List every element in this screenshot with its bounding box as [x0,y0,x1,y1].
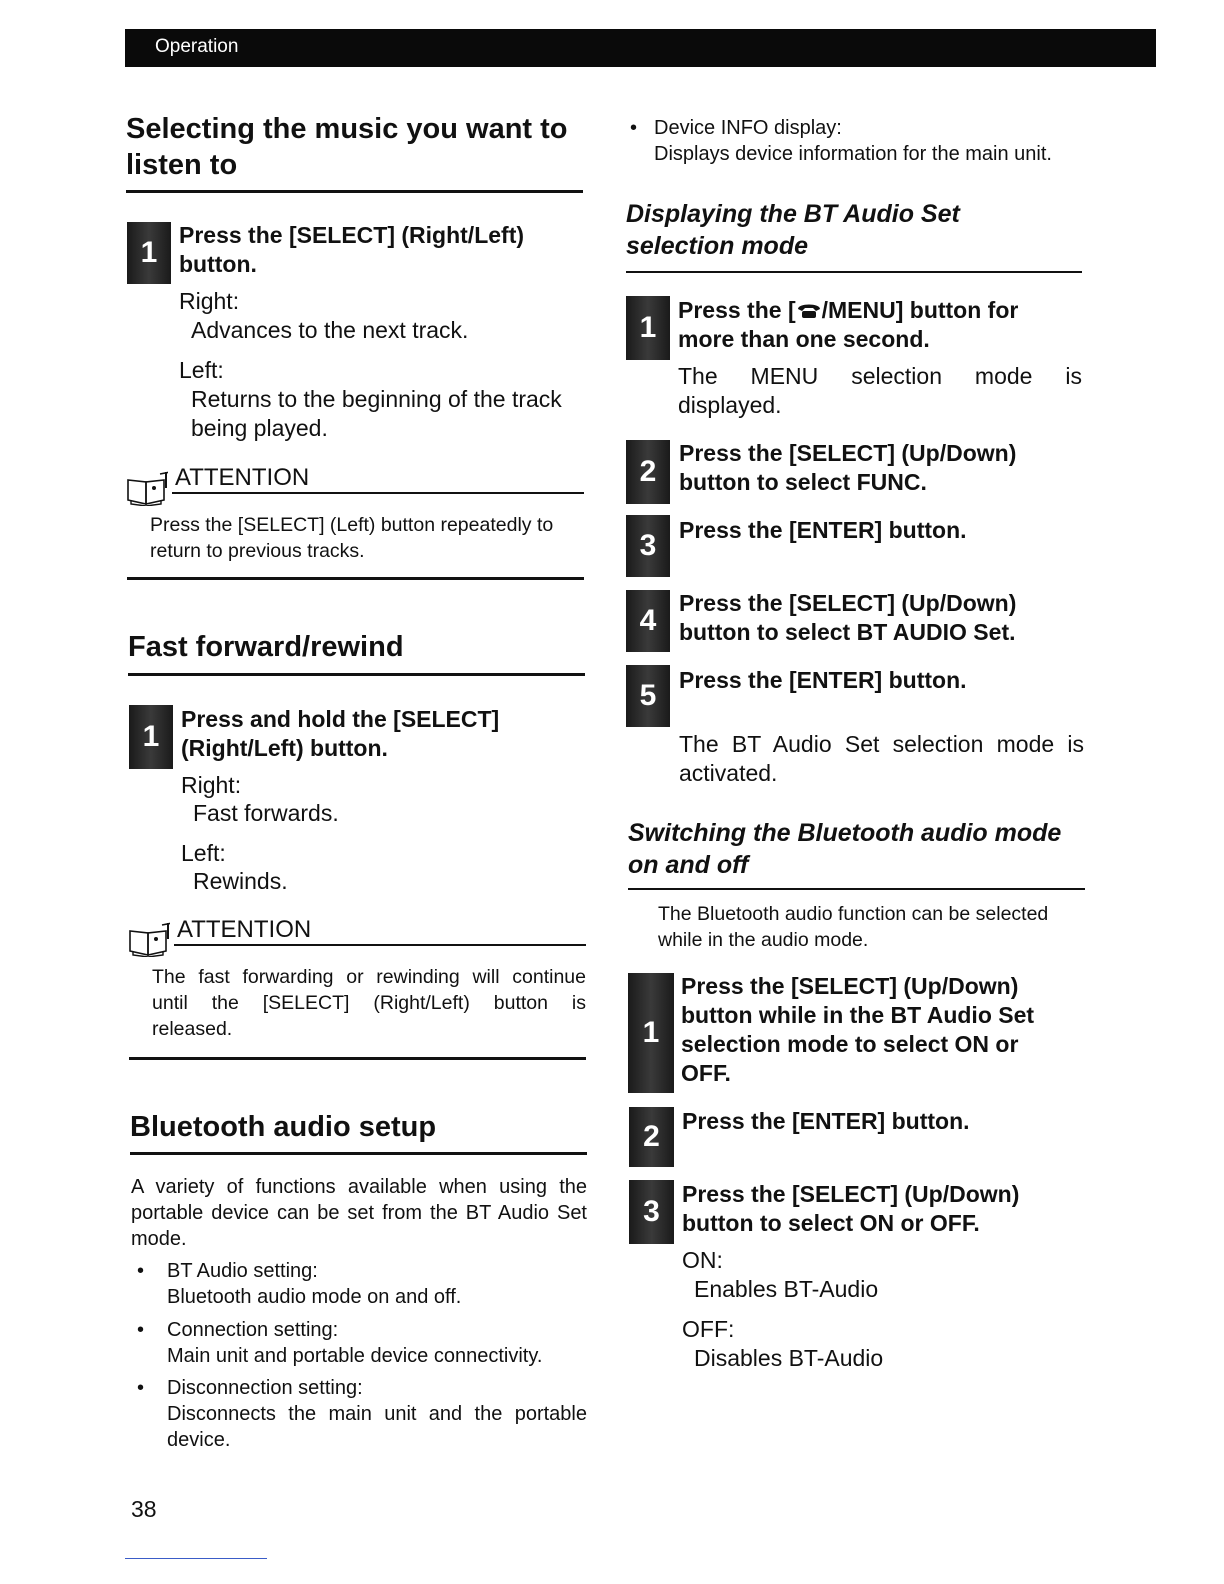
step-line-part: /MENU] button for [821,297,1019,323]
result-line: activated. [679,760,778,786]
intro-line: A variety of functions available when using the [131,1176,587,1198]
title-line: selection mode [626,232,808,260]
left-label: Left: [179,357,224,383]
note-line: The fast forwarding or rewinding will continue [152,966,586,988]
section-rule [130,1152,587,1155]
step-line: button to select ON or OFF. [682,1210,980,1236]
list-item-desc: Disconnects the main unit and the portable [167,1403,587,1425]
attention-heading: ATTENTION [177,916,312,943]
section-rule [628,888,1085,890]
step-instruction [179,221,524,279]
list-item-title: Device INFO display: [654,117,842,139]
note-line: until the [SELECT] (Right/Left) button is [152,992,586,1014]
step-line: Press the [SELECT] (Up/Down) [681,973,1019,999]
page-number: 38 [131,1496,157,1522]
step-number: 1 [140,236,158,269]
bullet-dot: • [137,1319,145,1341]
list-item-text [167,1258,461,1310]
right-label: Right: [181,772,242,798]
step-number: 1 [142,720,160,753]
result-line: The BT Audio Set selection mode is [679,731,1084,757]
header-bar [125,29,1156,67]
step-line: Press the [SELECT] (Right/Left) [179,222,525,248]
title-line: listen to [126,149,238,181]
attention-end-rule [127,577,584,580]
desc-line: being played. [191,415,328,441]
intro-line: mode. [131,1228,187,1250]
step-line: selection mode to select ON or [681,1031,1019,1057]
step-line: OFF. [681,1060,731,1086]
step-instruction [678,296,1018,354]
result-line: The MENU selection mode is [678,363,1082,389]
step-number: 1 [639,311,657,344]
list-item [137,1258,587,1310]
footer-rule [125,1558,267,1559]
list-item-text [167,1375,587,1453]
off-label: OFF: [682,1316,735,1342]
step-instruction [681,972,1034,1088]
step-number-badge [629,1107,674,1167]
intro-line: portable device can be set from the BT Audio Set [131,1202,587,1224]
right-description: Fast forwards. [193,800,339,826]
step-number: 2 [643,1120,660,1153]
section-rule [126,190,583,193]
step-instruction: Press the [ENTER] button. [679,667,967,693]
result-line: displayed. [678,392,782,418]
left-label: Left: [181,840,226,866]
title-line: Displaying the BT Audio Set [626,200,960,228]
list-item-desc: Displays device information for the main unit. [654,143,1052,165]
step-instruction [679,439,1016,497]
step-number: 3 [639,529,657,562]
on-description: Enables BT-Audio [694,1276,879,1302]
step-number-badge [127,222,171,284]
on-label: ON: [682,1247,723,1273]
list-item [137,1375,587,1453]
section-title-selecting-music [126,111,568,183]
attention-heading: ATTENTION [175,464,310,491]
step-number-badge [626,296,670,360]
attention-note [152,964,586,1042]
section-title-fast-forward: Fast forward/rewind [128,631,404,663]
step-number-badge [626,665,670,727]
attention-book-icon [128,921,170,957]
bullet-dot: • [630,117,638,139]
section-rule [128,673,585,676]
list-item-title: Disconnection setting: [167,1377,363,1399]
step-line-part: Press the [ [678,297,796,323]
step-number: 4 [639,604,657,637]
list-item-text [167,1317,542,1369]
step-number: 2 [639,455,657,488]
right-description: Advances to the next track. [191,317,469,343]
step-line: Press the [SELECT] (Up/Down) [679,440,1017,466]
list-item [137,1317,587,1369]
phone-icon [796,300,822,320]
right-label: Right: [179,288,240,314]
section-title-switching-bluetooth [628,817,1061,881]
step-number: 3 [643,1195,660,1228]
attention-note [150,512,584,564]
desc-line: Returns to the beginning of the track [191,386,562,412]
title-line: on and off [628,851,749,879]
step-result [679,730,1084,788]
step-number-badge [626,590,670,652]
attention-book-icon [126,470,168,506]
bullet-dot: • [137,1260,145,1282]
intro-line: while in the audio mode. [658,929,869,951]
section-title-displaying-bt-audio [626,198,960,262]
intro-line: The Bluetooth audio function can be selected [658,903,1049,925]
step-number-badge [626,440,670,504]
step-instruction [682,1180,1019,1238]
step-result [678,362,1082,420]
attention-end-rule [129,1057,586,1060]
off-description: Disables BT-Audio [694,1345,884,1371]
section-rule [626,271,1082,273]
bullet-dot: • [137,1377,145,1399]
step-instruction: Press the [ENTER] button. [679,517,967,543]
step-instruction: Press the [ENTER] button. [682,1108,970,1134]
list-item-desc: Main unit and portable device connectivity. [167,1345,543,1367]
note-line: return to previous tracks. [150,540,365,562]
step-line: button to select BT AUDIO Set. [679,619,1016,645]
step-line: button. [179,251,257,277]
list-item [630,115,1090,167]
section-title-bluetooth-setup: Bluetooth audio setup [130,1111,437,1143]
title-line: Switching the Bluetooth audio mode [628,819,1062,847]
list-item-desc: device. [167,1429,231,1451]
step-number: 1 [642,1016,660,1049]
step-instruction [679,589,1016,647]
list-item-desc: Bluetooth audio mode on and off. [167,1286,462,1308]
note-line: Press the [SELECT] (Left) button repeatedly to [150,514,554,536]
bluetooth-setup-intro [131,1174,587,1252]
step-line [678,296,1018,325]
step-line: button to select FUNC. [679,469,927,495]
step-number-badge [626,515,670,577]
note-line: released. [152,1018,233,1040]
step-number-badge [129,705,173,769]
switching-intro [658,901,1085,953]
title-line: Selecting the music you want to [126,113,568,145]
step-line: (Right/Left) button. [181,735,388,761]
left-description: Rewinds. [193,868,288,894]
step-number-badge [628,973,674,1093]
list-item-text [654,115,1052,167]
attention-rule [172,492,584,494]
step-line: more than one second. [678,326,930,352]
step-instruction [181,705,499,763]
step-line: Press the [SELECT] (Up/Down) [682,1181,1020,1207]
left-description [191,385,562,443]
list-item-title: BT Audio setting: [167,1260,318,1282]
attention-rule [174,944,586,946]
step-number: 5 [639,679,657,712]
header-label: Operation [155,36,239,57]
step-line: Press the [SELECT] (Up/Down) [679,590,1017,616]
step-line: button while in the BT Audio Set [681,1002,1035,1028]
step-line: Press and hold the [SELECT] [181,706,500,732]
list-item-title: Connection setting: [167,1319,339,1341]
step-number-badge [629,1180,674,1244]
